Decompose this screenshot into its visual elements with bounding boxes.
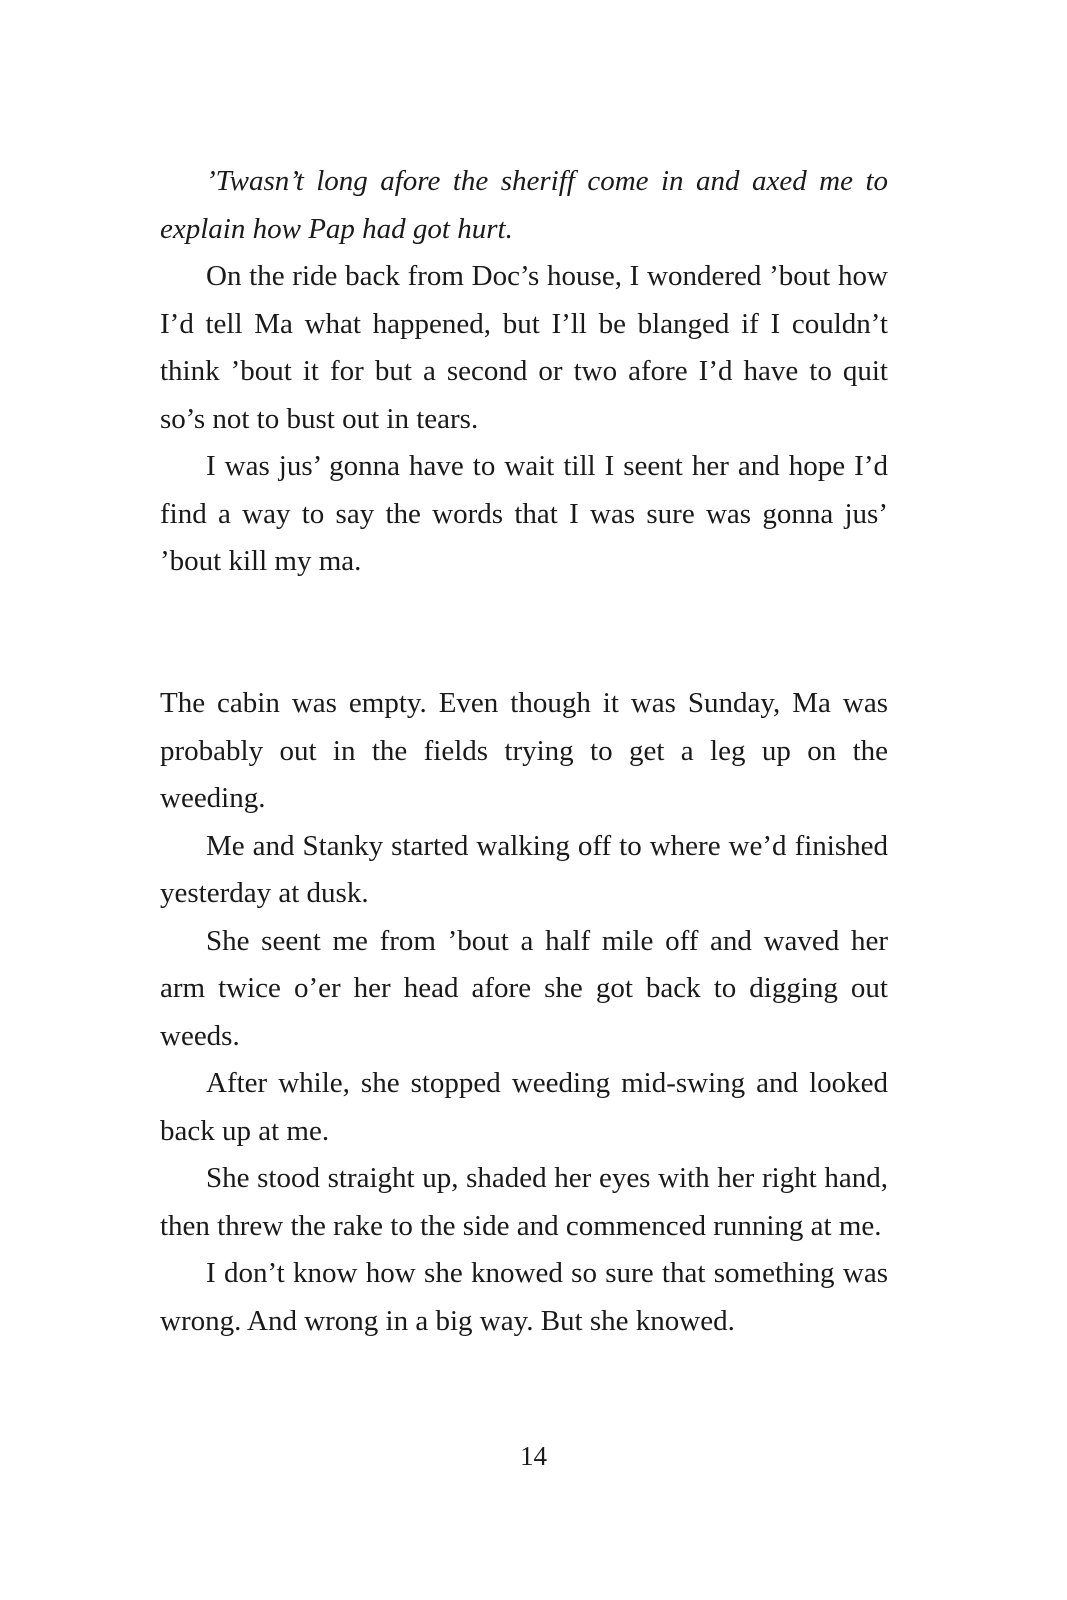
page-number: 14	[520, 1441, 547, 1471]
italic-paragraph: ’Twasn’t long afore the sheriff come in and axed me to explain how Pap had got hurt.	[160, 165, 888, 245]
paragraph: I don’t know how she knowed so sure that something was wrong. And wrong in a big way. But she knowed.	[160, 1257, 888, 1337]
text-section-2	[160, 680, 888, 1345]
text-section-1	[160, 158, 888, 586]
paragraph: Me and Stanky started walking off to where we’d finished yesterday at dusk.	[160, 829, 888, 909]
paragraph: After while, she stopped weeding mid-swing and looked back up at me.	[160, 1067, 888, 1147]
paragraph: I was jus’ gonna have to wait till I seent her and hope I’d find a way to say the words that I was sure was gonna jus’ ’bout kill my ma.	[160, 450, 888, 577]
paragraph: On the ride back from Doc’s house, I wondered ’bout how I’d tell Ma what happened, but I’ll be blanged if I couldn’t think ’bout it for but a second or two afore I’d have to quit so’s not to bust out in tears.	[160, 260, 888, 435]
paragraph: She seent me from ’bout a half mile off and waved her arm twice o’er her head afore she got back to digging out weeds.	[160, 924, 888, 1052]
paragraph: She stood straight up, shaded her eyes with her right hand, then threw the rake to the side and commenced running at me.	[160, 1162, 888, 1242]
section-opening-paragraph: The cabin was empty. Even though it was Sunday, Ma was probably out in the fields trying to get a leg up on the weeding.	[160, 687, 888, 814]
